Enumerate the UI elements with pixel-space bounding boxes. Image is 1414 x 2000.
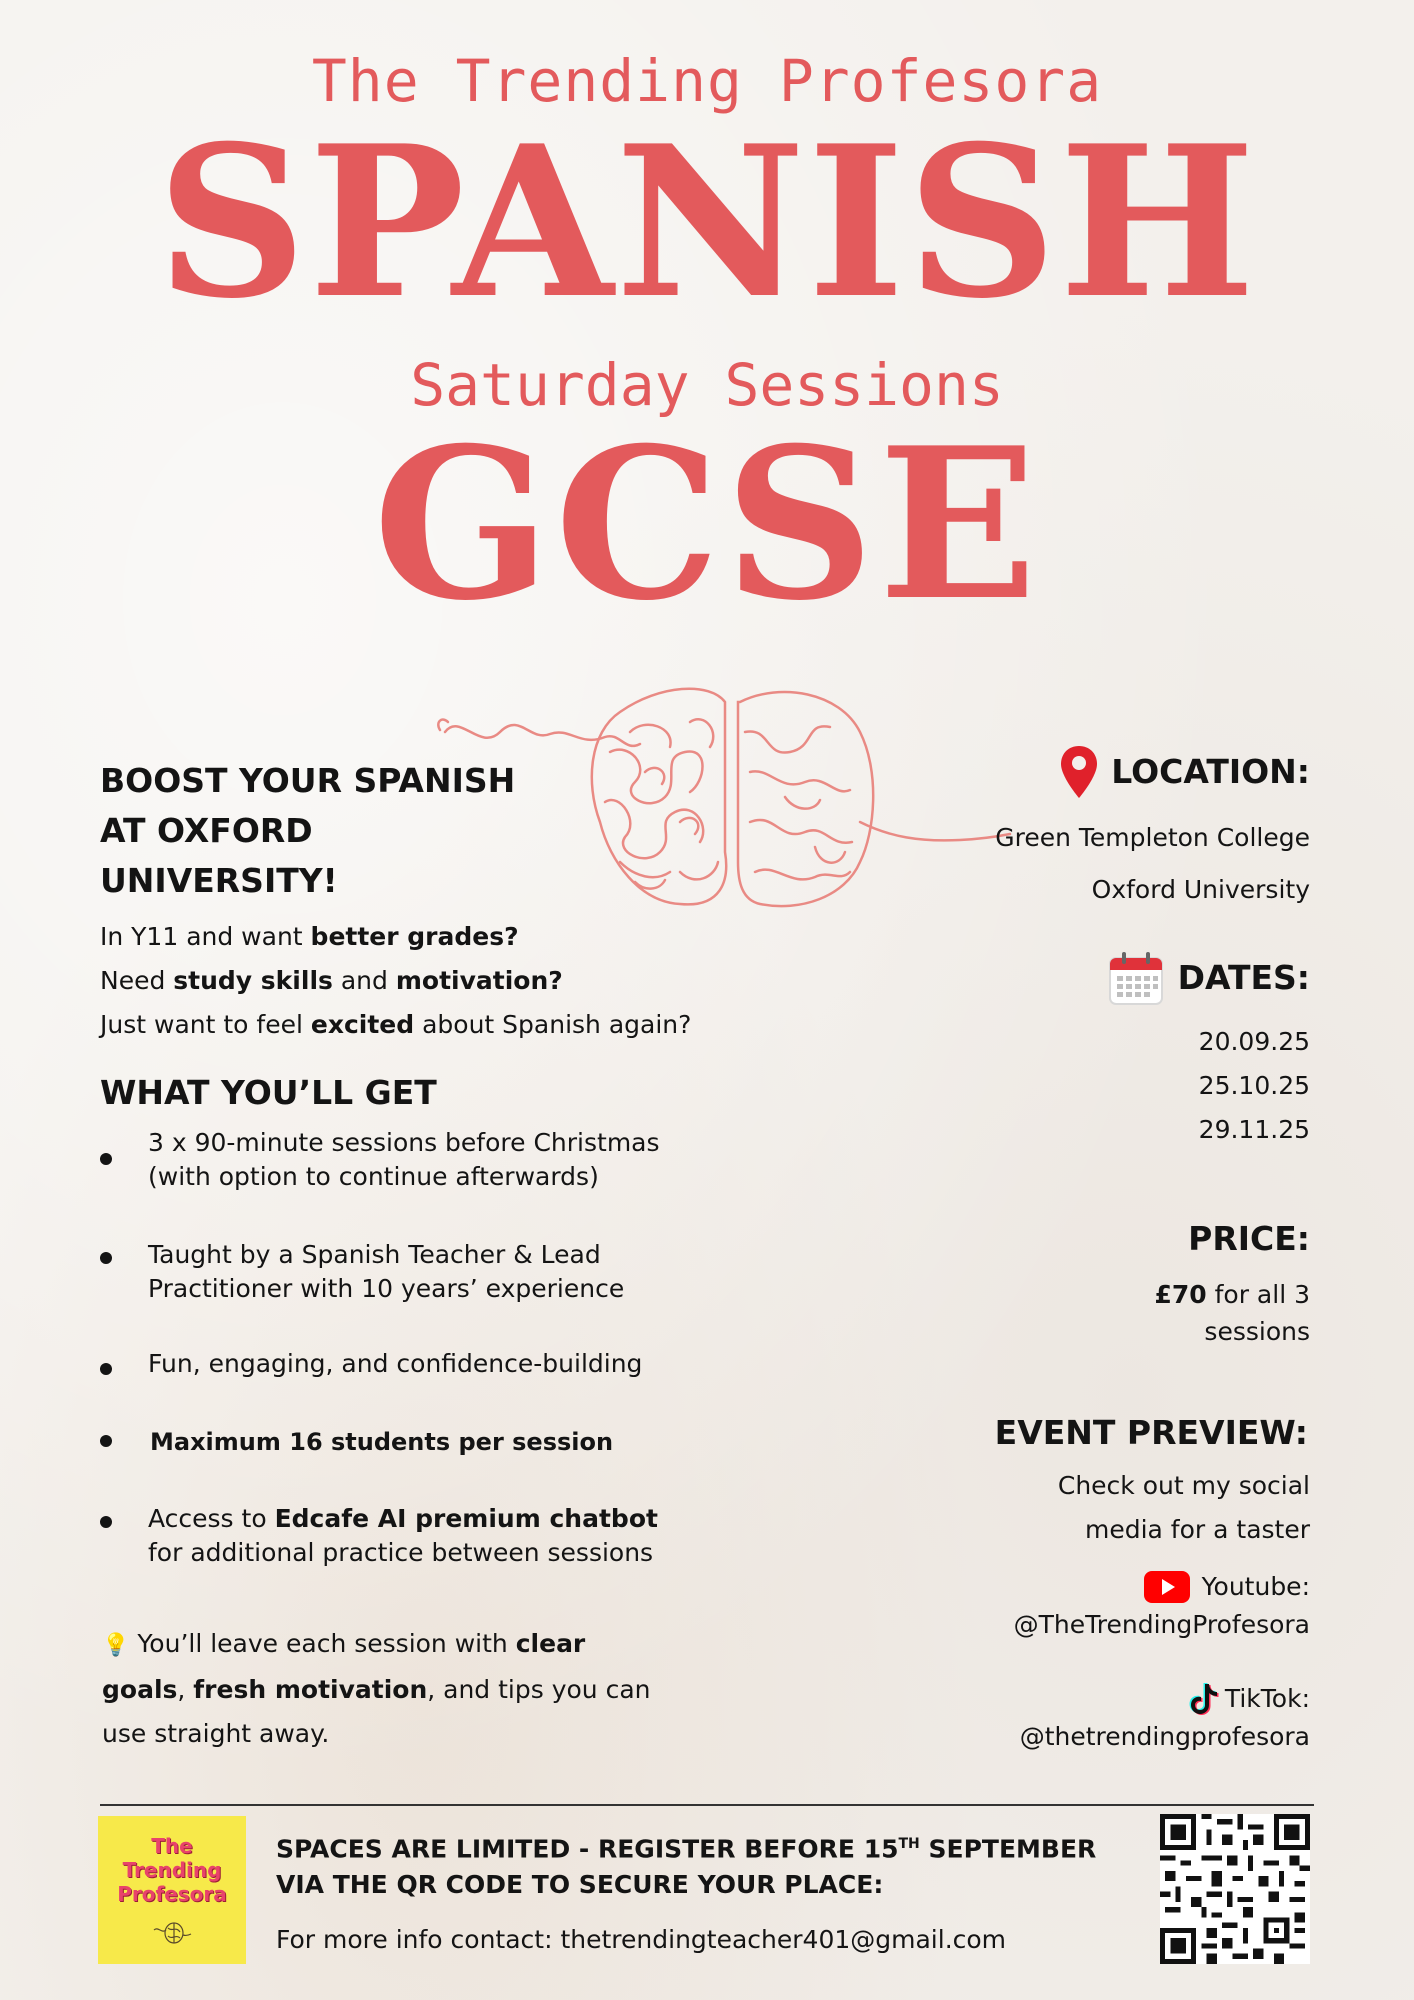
youtube-link[interactable] — [1014, 1568, 1310, 1644]
date-item: 29.11.25 — [1198, 1115, 1310, 1144]
registration-cta — [276, 1826, 1096, 1903]
cta-line: SPACES ARE LIMITED - REGISTER BEFORE 15TH SEPTEMBER — [276, 1834, 1097, 1864]
headline-line: UNIVERSITY! — [100, 861, 338, 900]
level-title: GCSE — [373, 403, 1041, 647]
price-line: £70 for all 3 — [1154, 1280, 1310, 1309]
bullet-icon — [100, 1252, 112, 1264]
intro-line: Just want to feel excited about Spanish again? — [100, 1010, 692, 1039]
location-address — [995, 812, 1310, 916]
calendar-icon — [1108, 950, 1164, 1006]
youtube-handle[interactable]: @TheTrendingProfesora — [1013, 1610, 1310, 1639]
closing-message — [102, 1622, 742, 1756]
tiktok-label: TikTok: — [1224, 1684, 1310, 1713]
subject-title: SPANISH — [156, 101, 1258, 345]
tiktok-link[interactable] — [1020, 1680, 1310, 1756]
headline-line: AT OXFORD — [100, 811, 313, 850]
benefit-line: Access to Edcafe AI premium chatbot — [148, 1504, 658, 1533]
closing-line: goals, fresh motivation, and tips you can — [102, 1675, 651, 1704]
benefit-line: Maximum 16 students per session — [150, 1428, 614, 1456]
youtube-label: Youtube: — [1201, 1572, 1310, 1601]
cta-line: VIA THE QR CODE TO SECURE YOUR PLACE: — [276, 1870, 884, 1900]
qr-code[interactable] — [1160, 1814, 1310, 1964]
date-item: 20.09.25 — [1198, 1027, 1310, 1056]
price-details — [1154, 1276, 1310, 1350]
closing-line: use straight away. — [102, 1719, 330, 1748]
intro-line: Need study skills and motivation? — [100, 966, 563, 995]
benefit-line: for additional practice between sessions — [148, 1538, 654, 1567]
brand-title: The Trending Profesora — [311, 47, 1103, 115]
dates-list — [1199, 1020, 1310, 1152]
dates-heading: DATES: — [1177, 958, 1310, 997]
location-section — [1059, 744, 1310, 800]
tiktok-handle[interactable]: @thetrendingprofesora — [1019, 1722, 1310, 1751]
dates-section — [1108, 950, 1310, 1006]
tiktok-icon — [1189, 1682, 1219, 1716]
what-you-get-heading: WHAT YOU’LL GET — [100, 1073, 437, 1112]
closing-line: 💡 You’ll leave each session with clear — [102, 1629, 586, 1658]
footer-divider — [100, 1804, 1314, 1806]
location-heading: LOCATION: — [1111, 752, 1310, 791]
price-line: sessions — [1204, 1317, 1310, 1346]
bullet-icon — [100, 1516, 112, 1528]
logo-brain-icon — [152, 1920, 192, 1946]
intro-questions — [100, 915, 691, 1047]
preview-text — [1058, 1464, 1310, 1552]
address-line: Oxford University — [1091, 875, 1310, 904]
bullet-icon — [100, 1363, 112, 1375]
event-preview-heading: EVENT PREVIEW: — [994, 1413, 1308, 1452]
preview-line: media for a taster — [1084, 1515, 1310, 1544]
location-pin-icon — [1059, 744, 1099, 800]
brand-logo: The Trending Profesora — [98, 1816, 246, 1964]
benefit-line: 3 x 90-minute sessions before Christmas — [148, 1128, 660, 1157]
boost-headline — [100, 756, 515, 906]
benefit-line: Taught by a Spanish Teacher & Lead — [148, 1240, 601, 1269]
headline-line: BOOST YOUR SPANISH — [100, 761, 516, 800]
intro-line: In Y11 and want better grades? — [100, 922, 519, 951]
benefit-line: Practitioner with 10 years’ experience — [148, 1274, 625, 1303]
lightbulb-icon: 💡 — [102, 1633, 130, 1658]
benefit-line: Fun, engaging, and confidence-building — [148, 1349, 643, 1378]
price-heading: PRICE: — [1188, 1219, 1310, 1258]
contact-info[interactable]: For more info contact: thetrendingteacher401@gmail.com — [276, 1925, 1007, 1954]
bullet-icon — [100, 1435, 112, 1447]
address-line: Green Templeton College — [995, 823, 1310, 852]
bullet-icon — [100, 1153, 112, 1165]
benefit-line: (with option to continue afterwards) — [148, 1162, 599, 1191]
preview-line: Check out my social — [1057, 1471, 1310, 1500]
youtube-icon — [1144, 1571, 1190, 1603]
sessions-subtitle: Saturday Sessions — [410, 351, 1004, 419]
date-item: 25.10.25 — [1198, 1071, 1310, 1100]
